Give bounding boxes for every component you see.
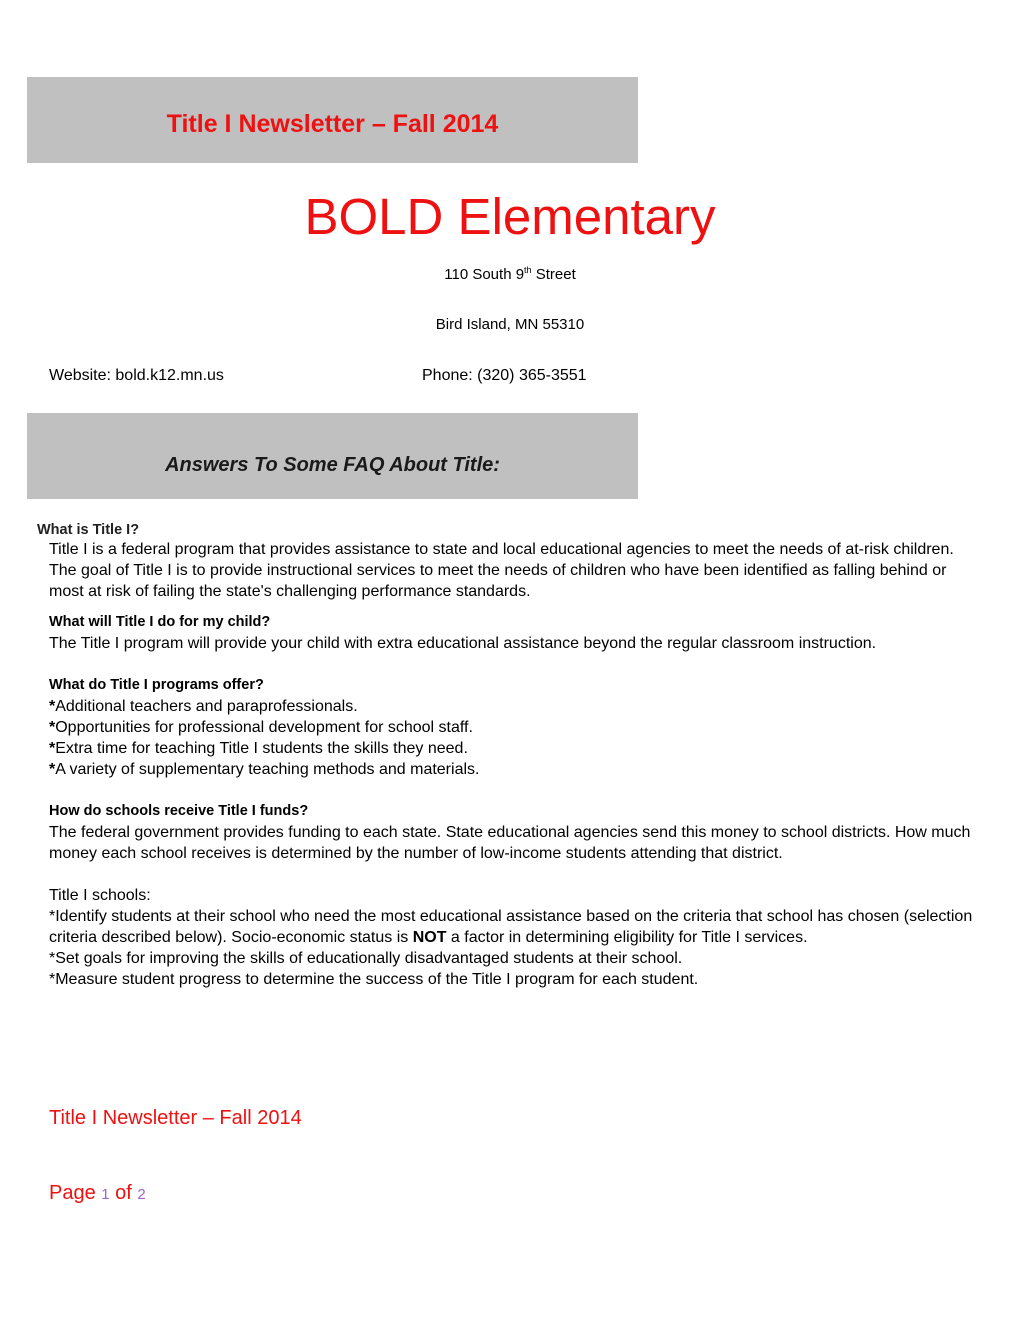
phone-number: Phone: (320) 365-3551	[422, 367, 587, 384]
answer-what-is-title-i: Title I is a federal program that provides assistance to state and local educational agencies to meet the needs of at-risk children. The goal of Title I is to provide instructional services to meet the needs of children who have been identified as falling behind or most at risk of failing the state's challenging performance standards.	[49, 541, 954, 600]
question-programs-offer: What do Title I programs offer?	[49, 677, 264, 693]
footer-newsletter-title: Title I Newsletter – Fall 2014	[49, 1107, 302, 1129]
newsletter-title: Title I Newsletter – Fall 2014	[166, 110, 499, 138]
answer-for-my-child: The Title I program will provide your child with extra educational assistance beyond the regular classroom instruction.	[49, 635, 877, 652]
faq-heading: Answers To Some FAQ About Title:	[165, 454, 500, 476]
question-for-my-child: What will Title I do for my child?	[49, 614, 271, 630]
list-item: *Additional teachers and paraprofessionals.	[49, 698, 358, 715]
answer-receive-funds: The federal government provides funding to each state. State educational agencies send this money to school districts. How much money each school receives is determined by the number of low-income students attending that district.	[49, 824, 971, 862]
question-receive-funds: How do schools receive Title I funds?	[49, 803, 309, 819]
faq-banner	[27, 413, 638, 499]
title-banner	[27, 77, 638, 163]
list-item: *A variety of supplementary teaching methods and materials.	[49, 761, 480, 778]
question-what-is-title-i: What is Title I?	[37, 522, 140, 538]
website[interactable]: Website: bold.k12.mn.us	[49, 367, 224, 384]
schools-heading: Title I schools:	[49, 887, 151, 904]
faq-content	[37, 521, 984, 990]
list-item: *Measure student progress to determine the success of the Title I program for each student.	[49, 971, 699, 988]
list-item: *Identify students at their school who need the most educational assistance based on the criteria that school has chosen (selection criteria described below). Socio-economic status is NOT a factor in determining eligibility for Title I services.	[49, 908, 973, 946]
list-item: *Set goals for improving the skills of educationally disadvantaged students at their school.	[49, 950, 683, 967]
list-item: *Opportunities for professional development for school staff.	[49, 719, 473, 736]
school-name: BOLD Elementary	[304, 188, 716, 245]
list-item: *Extra time for teaching Title I students the skills they need.	[49, 740, 468, 757]
street-address: 110 South 9th Street	[444, 265, 576, 283]
page-number: Page 1 of 2	[49, 1182, 146, 1204]
city-state-zip: Bird Island, MN 55310	[435, 316, 585, 333]
offer-list	[49, 696, 984, 780]
